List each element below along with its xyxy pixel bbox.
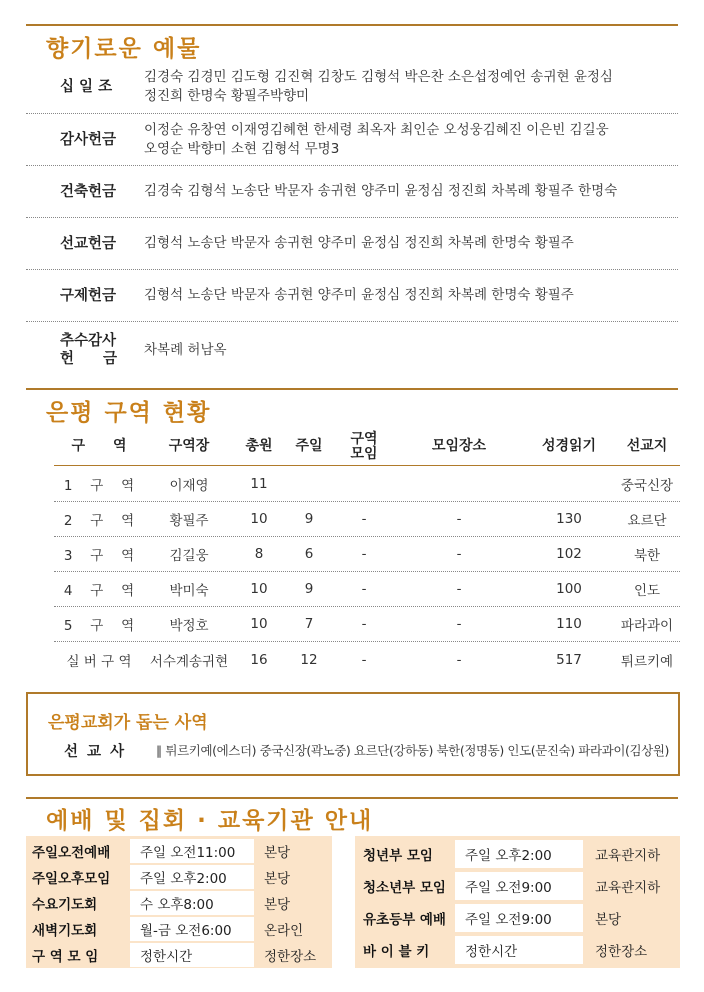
district-cell: 3 구 역 (63, 548, 135, 564)
district-cell: - (456, 651, 462, 668)
district-header-cell: 모임장소 (431, 438, 487, 454)
schedule-right-table (355, 836, 680, 968)
offering-names (144, 234, 678, 253)
district-cell: 9 (304, 511, 314, 527)
district-cell: 9 (304, 581, 314, 597)
offering-row (26, 166, 678, 218)
schedule-title: 예배 및 집회 · 교육기관 안내 (46, 808, 374, 834)
offering-label (26, 332, 144, 368)
district-cell: 1 구 역 (63, 478, 135, 494)
schedule-row (26, 865, 332, 889)
district-row (54, 537, 680, 572)
district-cell (334, 467, 394, 501)
schedule-place: 본당 (264, 845, 291, 861)
offering-row (26, 322, 678, 378)
district-header-cell: 구 역 (71, 438, 127, 454)
top-rule (26, 24, 678, 26)
district-cell (284, 467, 334, 501)
offering-names-line: 김형석 노송단 박문자 송귀현 양주미 윤정심 정진희 차복례 한명숙 황필주 (144, 287, 574, 303)
district-cell: 4 구 역 (63, 583, 135, 599)
schedule-label: 청소년부 모임 (363, 880, 446, 896)
district-cell: 인도 (633, 583, 661, 599)
district-cell: - (456, 581, 462, 597)
schedule-time: 주일 오전9:00 (455, 904, 583, 932)
district-cell: 실 버 구 역 (66, 653, 132, 670)
district-cell: 16 (250, 651, 268, 668)
district-cell: 황필주 (169, 513, 209, 529)
schedule-row (26, 839, 332, 863)
district-row (54, 467, 680, 502)
district-header-cell: 성경읽기 (541, 438, 597, 454)
district-row (54, 642, 680, 677)
district-cell: 이재영 (169, 478, 209, 494)
mission-box (26, 692, 680, 776)
district-table-header (54, 428, 680, 466)
district-cell: 110 (556, 616, 582, 632)
schedule-place: 정한장소 (595, 944, 648, 960)
offering-label-line: 감사헌금 (60, 131, 117, 148)
schedule-time: 월-금 오전6:00 (130, 917, 254, 941)
schedule-time: 주일 오전9:00 (455, 872, 583, 900)
offering-names-line: 김경숙 김경민 김도형 김진혁 김창도 김형석 박은찬 소은섭정예언 송귀현 윤정심 (144, 68, 613, 85)
offering-label (26, 78, 144, 96)
mission-title: 은평교회가 돕는 사역 (48, 713, 208, 733)
schedule-row (26, 917, 332, 941)
offering-names-line: 오영순 박향미 소현 김형석 무명3 (144, 140, 340, 157)
schedule-left-table (26, 836, 332, 968)
schedule-place: 정한장소 (264, 949, 317, 965)
district-cell: 파라과이 (620, 618, 674, 634)
offering-names (144, 121, 678, 159)
district-cell: 517 (556, 651, 582, 668)
offering-names (144, 286, 678, 305)
schedule-time: 정한시간 (455, 936, 583, 964)
district-cell: 박미숙 (169, 583, 209, 599)
district-cell: 10 (250, 616, 268, 632)
district-cell: 11 (250, 476, 268, 492)
schedule-label: 유초등부 예배 (363, 912, 446, 928)
schedule-place: 교육관지하 (595, 880, 661, 896)
schedule-label: 구 역 모 임 (32, 949, 99, 965)
district-cell: - (456, 546, 462, 562)
schedule-label: 주일오전예배 (32, 845, 111, 861)
district-cell: - (361, 616, 367, 632)
district-cell: - (361, 581, 367, 597)
offering-row (26, 218, 678, 270)
offering-names-line: 정진희 한명숙 황필주박향미 (144, 87, 310, 104)
district-cell: 6 (304, 546, 314, 562)
district-cell: 10 (250, 511, 268, 527)
district-cell: - (361, 511, 367, 527)
district-header-cell: 선교지 (626, 438, 668, 454)
offering-row (26, 114, 678, 166)
offering-label (26, 287, 144, 305)
district-row (54, 607, 680, 642)
offering-row (26, 60, 678, 114)
district-cell: 2 구 역 (63, 513, 135, 529)
schedule-time: 수 오후8:00 (130, 891, 254, 915)
offering-names-line: 김형석 노송단 박문자 송귀현 양주미 윤정심 정진희 차복례 한명숙 황필주 (144, 235, 574, 251)
district-cell: 7 (304, 616, 314, 632)
schedule-rule (26, 797, 678, 799)
missionary-label: 선 교 사 (64, 744, 127, 760)
schedule-place: 온라인 (264, 923, 304, 939)
schedule-time: 주일 오후2:00 (455, 840, 583, 868)
offering-label (26, 235, 144, 253)
districts-rule (26, 388, 678, 390)
district-row (54, 502, 680, 537)
offering-label-line: 십 일 조 (60, 78, 113, 95)
district-cell: 김길웅 (169, 548, 209, 564)
schedule-label: 수요기도회 (32, 897, 98, 913)
offering-row (26, 270, 678, 322)
district-cell (524, 467, 614, 501)
offering-label (26, 183, 144, 201)
district-cell: 130 (556, 511, 582, 527)
missionary-list: ∥ 튀르키예(에스더) 중국신장(곽노중) 요르단(강하동) 북한(정명동) 인도(문진숙) 파라과이(김상원) (156, 743, 669, 758)
district-cell: - (456, 616, 462, 632)
district-cell: 박정호 (169, 618, 209, 634)
schedule-row (26, 891, 332, 915)
district-cell: 10 (250, 581, 268, 597)
schedule-row (26, 943, 332, 967)
offering-names-line: 김경숙 김형석 노송단 박문자 송귀현 양주미 윤정심 정진희 차복례 황필주 한명숙 (144, 183, 618, 199)
district-cell: 튀르키예 (620, 653, 674, 670)
offering-names (144, 341, 678, 360)
district-header-cell: 주일 (295, 438, 323, 454)
offering-names-line: 이정순 유창연 이재영김혜현 한세령 최옥자 최인순 오성웅김혜진 이은빈 김길웅 (144, 121, 609, 138)
offering-label (26, 131, 144, 149)
offering-label-line: 추수감사 (60, 333, 117, 349)
offering-label-line: 헌 금 (60, 351, 118, 367)
district-cell: 8 (254, 546, 264, 562)
schedule-time: 주일 오후2:00 (130, 865, 254, 889)
district-cell: 5 구 역 (63, 618, 135, 634)
schedule-place: 교육관지하 (595, 848, 661, 864)
schedule-row (355, 840, 680, 868)
districts-title: 은평 구역 현황 (46, 400, 212, 426)
district-cell: 서수계송귀현 (149, 653, 229, 670)
offering-names (144, 182, 678, 201)
schedule-label: 새벽기도회 (32, 923, 98, 939)
offering-names (144, 68, 678, 106)
district-cell: 12 (300, 651, 318, 668)
schedule-row (355, 872, 680, 900)
district-cell: 100 (556, 581, 582, 597)
schedule-place: 본당 (264, 871, 291, 887)
offerings-title: 향기로운 예물 (46, 36, 202, 62)
offering-label-line: 구제헌금 (60, 287, 117, 304)
schedule-label: 바 이 블 키 (363, 944, 430, 960)
district-cell: - (456, 511, 462, 527)
schedule-label: 주일오후모임 (32, 871, 111, 887)
district-cell: 요르단 (627, 513, 667, 529)
schedule-place: 본당 (595, 912, 622, 928)
offering-label-line: 건축헌금 (60, 183, 117, 200)
district-cell: - (361, 546, 367, 562)
offering-names-line: 차복례 허남옥 (144, 341, 227, 358)
district-cell: - (361, 651, 367, 668)
district-header-cell: 총원 (245, 438, 273, 454)
district-table (54, 428, 680, 678)
schedule-time: 정한시간 (130, 943, 254, 967)
district-header-cell: 구역 모임 (350, 430, 378, 462)
district-cell: 중국신장 (620, 478, 674, 494)
district-header-cell: 구역장 (168, 438, 210, 454)
district-cell: 북한 (633, 548, 661, 564)
schedule-label: 청년부 모임 (363, 848, 433, 864)
schedule-row (355, 904, 680, 932)
district-row (54, 572, 680, 607)
schedule-place: 본당 (264, 897, 291, 913)
district-cell (394, 467, 524, 501)
district-cell: 102 (556, 546, 582, 562)
schedule-row (355, 936, 680, 964)
schedule-time: 주일 오전11:00 (130, 839, 254, 863)
offering-label-line: 선교헌금 (60, 235, 117, 252)
